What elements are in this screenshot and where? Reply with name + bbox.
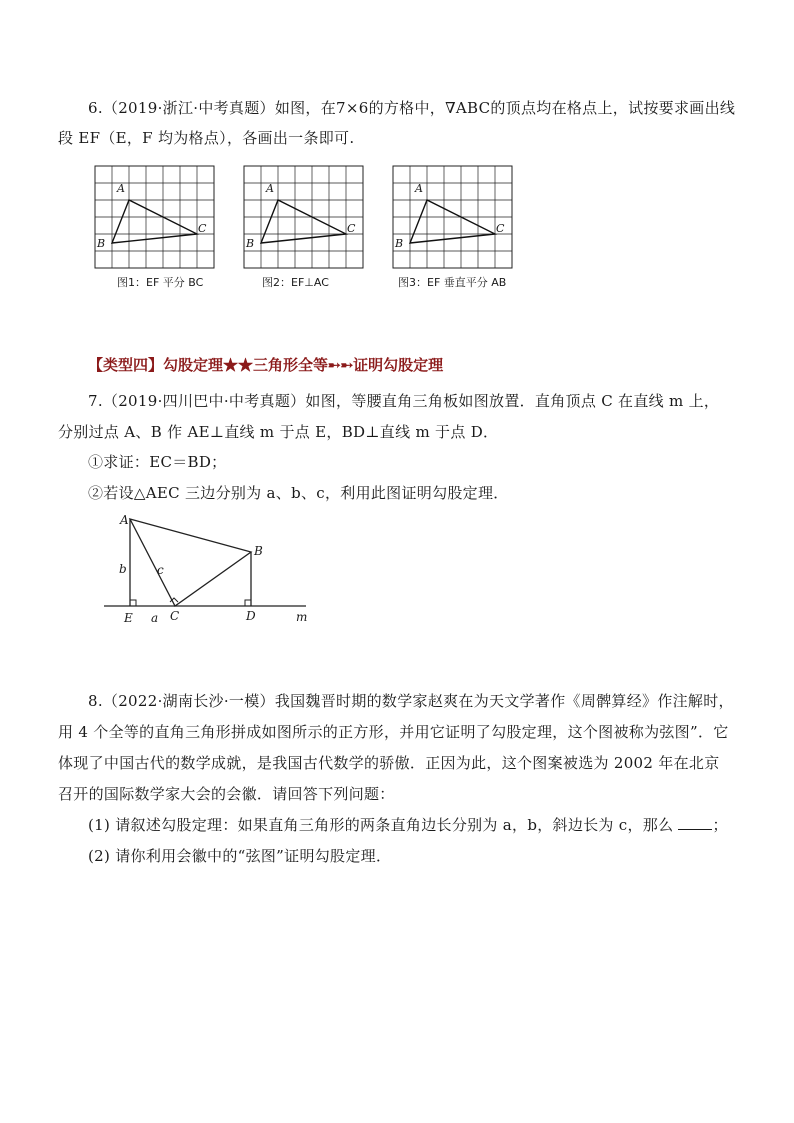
q7-text-line4: ②若设△AEC 三边分别为 a、b、c，利用此图证明勾股定理． bbox=[88, 484, 509, 502]
answer-blank[interactable] bbox=[678, 815, 712, 830]
q8-sub1-end: ； bbox=[712, 816, 728, 834]
q7-label-side-c: c bbox=[157, 563, 164, 577]
q8-text-line4: 召开的国际数学家大会的会徽．请回答下列问题： bbox=[58, 785, 395, 803]
grid-figure-2 bbox=[244, 166, 363, 268]
grid-figure-1 bbox=[95, 166, 214, 268]
q7-label-d: D bbox=[246, 609, 256, 623]
q8-text-line2: 用 4 个全等的直角三角形拼成如图所示的正方形，并用它证明了勾股定理，这个图被称为弦图”．它 bbox=[58, 723, 729, 741]
q7-label-a: A bbox=[120, 513, 129, 527]
fig2-label-c: C bbox=[347, 222, 356, 235]
fig1-caption: 图1：EF 平分 BC bbox=[117, 276, 204, 289]
q6-text-line2: 段 EF（E，F 均为格点），各画出一条即可. bbox=[58, 129, 355, 147]
fig3-label-a: A bbox=[415, 182, 423, 195]
q8-sub1-text: (1) 请叙述勾股定理：如果直角三角形的两条直角边长分别为 a，b，斜边长为 c，那么 bbox=[88, 816, 674, 834]
q7-label-m: m bbox=[296, 610, 308, 624]
q7-label-side-b: b bbox=[119, 562, 127, 576]
fig3-label-c: C bbox=[496, 222, 505, 235]
q6-text-line1: 6.（2019·浙江·中考真题）如图，在7×6的方格中，∇ABC的顶点均在格点上，试按要求画出线 bbox=[88, 99, 736, 117]
fig1-label-c: C bbox=[198, 222, 207, 235]
fig3-label-b: B bbox=[395, 237, 404, 250]
q7-label-b: B bbox=[254, 544, 263, 558]
q8-sub1 bbox=[88, 814, 728, 835]
fig1-label-a: A bbox=[117, 182, 125, 195]
q7-label-side-a: a bbox=[151, 611, 159, 625]
section-heading-type4: 【类型四】勾股定理★★三角形全等➸➸证明勾股定理 bbox=[88, 356, 444, 374]
fig1-label-b: B bbox=[97, 237, 106, 250]
q7-label-e: E bbox=[124, 611, 133, 625]
q7-text-line1: 7.（2019·四川巴中·中考真题）如图，等腰直角三角板如图放置．直角顶点 C 在直线 m 上， bbox=[88, 392, 720, 410]
q8-text-line3: 体现了中国古代的数学成就，是我国古代数学的骄傲．正因为此，这个图案被选为 2002 年在北京 bbox=[58, 754, 720, 772]
q7-label-c: C bbox=[170, 609, 180, 623]
fig2-label-a: A bbox=[266, 182, 274, 195]
fig2-label-b: B bbox=[246, 237, 255, 250]
grid-figure-3 bbox=[393, 166, 512, 268]
q7-text-line2: 分别过点 A、B 作 AE⊥直线 m 于点 E，BD⊥直线 m 于点 D． bbox=[58, 423, 499, 441]
q7-figure bbox=[0, 512, 794, 642]
q8-text-line1: 8.（2022·湖南长沙·一模）我国魏晋时期的数学家赵爽在为天文学著作《周髀算经》作注解时， bbox=[88, 692, 734, 710]
q8-sub2: (2) 请你利用会徽中的“弦图”证明勾股定理． bbox=[88, 847, 392, 865]
q7-text-line3: ①求证：EC＝BD； bbox=[88, 453, 227, 471]
fig3-caption: 图3：EF 垂直平分 AB bbox=[398, 276, 507, 289]
fig2-caption: 图2：EF⊥AC bbox=[262, 276, 329, 289]
